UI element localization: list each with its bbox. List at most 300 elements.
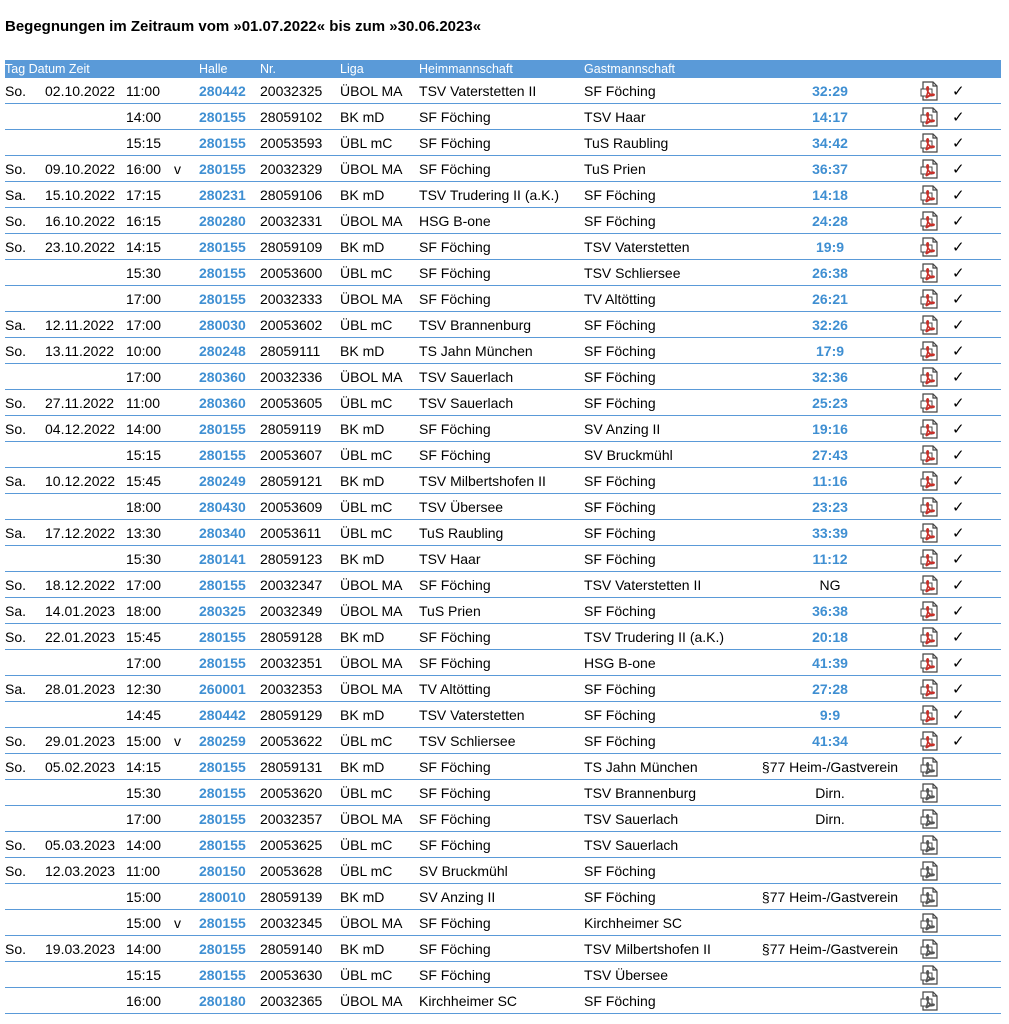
table-row — [5, 520, 1001, 546]
result-link[interactable]: 32:29 — [812, 83, 848, 99]
pdf-report-icon[interactable] — [908, 260, 952, 286]
table-row — [5, 624, 1001, 650]
cell-flag — [174, 104, 199, 130]
cell-liga: ÜBOL MA — [340, 655, 403, 671]
halle-link[interactable]: 280249 — [199, 473, 246, 489]
cell-flag: v — [174, 915, 181, 931]
cell-heimmannschaft: SF Föching — [419, 291, 491, 307]
cell-flag — [174, 858, 199, 884]
cell-nr: 28059131 — [260, 759, 323, 775]
cell-datum: 10.12.2022 — [45, 473, 116, 489]
cell-zeit: 17:00 — [126, 655, 162, 671]
result-text: §77 Heim-/Gastverein — [761, 889, 899, 905]
cell-nr: 28059106 — [260, 187, 323, 203]
halle-link[interactable]: 280155 — [199, 759, 246, 775]
cell-flag — [174, 338, 199, 364]
halle-link[interactable]: 280155 — [199, 161, 246, 177]
halle-link[interactable]: 280325 — [199, 603, 246, 619]
cell-liga: BK mD — [340, 707, 385, 723]
col-tag-datum-zeit: Tag Datum Zeit — [5, 60, 199, 78]
cell-flag — [174, 598, 199, 624]
checkmark-icon — [952, 780, 1001, 806]
cell-nr: 28059139 — [260, 889, 323, 905]
checkmark-icon — [952, 936, 1001, 962]
result-link[interactable]: 33:39 — [812, 525, 848, 541]
pdf-report-icon[interactable] — [908, 286, 952, 312]
cell-gastmannschaft: SF Föching — [584, 395, 656, 411]
cell-zeit: 11:00 — [126, 395, 160, 411]
checkmark-icon — [952, 910, 1001, 936]
halle-link[interactable]: 280010 — [199, 889, 246, 905]
pdf-report-icon[interactable] — [908, 598, 952, 624]
halle-link[interactable]: 280155 — [199, 967, 246, 983]
pdf-report-icon[interactable] — [908, 650, 952, 676]
table-row — [5, 806, 1001, 832]
table-row — [5, 572, 1001, 598]
cell-liga: ÜBL mC — [340, 135, 393, 151]
cell-heimmannschaft: SF Föching — [419, 967, 491, 983]
table-row — [5, 832, 1001, 858]
cell-datum: 29.01.2023 — [45, 733, 116, 749]
halle-link[interactable]: 280442 — [199, 83, 246, 99]
pdf-report-icon[interactable] — [908, 104, 952, 130]
pdf-report-gray-icon[interactable] — [908, 910, 952, 936]
cell-zeit: 17:15 — [126, 187, 162, 203]
table-row — [5, 104, 1001, 130]
checkmark-icon — [952, 858, 1001, 884]
halle-link[interactable]: 280248 — [199, 343, 246, 359]
cell-gastmannschaft: SV Anzing II — [584, 421, 661, 437]
cell-flag — [174, 676, 199, 702]
result-link[interactable]: 32:26 — [812, 317, 848, 333]
cell-nr: 20053625 — [260, 837, 323, 853]
cell-zeit: 17:00 — [126, 811, 162, 827]
cell-tag — [5, 806, 45, 832]
cell-nr: 20053600 — [260, 265, 323, 281]
cell-gastmannschaft: SF Föching — [584, 343, 656, 359]
cell-tag: So. — [5, 421, 27, 437]
pdf-report-icon[interactable] — [908, 312, 952, 338]
halle-link[interactable]: 280442 — [199, 707, 246, 723]
cell-tag: So. — [5, 239, 27, 255]
cell-datum — [45, 962, 126, 988]
pdf-report-gray-icon[interactable] — [908, 962, 952, 988]
cell-liga: ÜBL mC — [340, 395, 393, 411]
result-link[interactable]: 36:38 — [812, 603, 848, 619]
cell-heimmannschaft: TSV Sauerlach — [419, 369, 514, 385]
table-row — [5, 676, 1001, 702]
cell-gastmannschaft: TSV Übersee — [584, 967, 669, 983]
result-link[interactable]: 9:9 — [819, 707, 841, 723]
cell-liga: ÜBL mC — [340, 785, 393, 801]
cell-flag — [174, 442, 199, 468]
pdf-report-icon[interactable] — [908, 416, 952, 442]
cell-heimmannschaft: SF Föching — [419, 837, 491, 853]
cell-nr: 20053630 — [260, 967, 323, 983]
cell-tag: So. — [5, 343, 27, 359]
halle-link[interactable]: 280231 — [199, 187, 246, 203]
col-liga: Liga — [340, 60, 419, 78]
result-link[interactable]: 14:18 — [812, 187, 848, 203]
result-link[interactable]: 41:39 — [812, 655, 848, 671]
checkmark-icon: ✓ — [952, 577, 965, 594]
halle-link[interactable]: 280155 — [199, 447, 246, 463]
cell-zeit: 15:45 — [126, 629, 162, 645]
cell-tag: Sa. — [5, 317, 27, 333]
result-text: §77 Heim-/Gastverein — [761, 759, 899, 775]
cell-zeit: 15:15 — [126, 967, 162, 983]
table-row — [5, 208, 1001, 234]
halle-link[interactable]: 280155 — [199, 135, 246, 151]
cell-gastmannschaft: SF Föching — [584, 993, 656, 1009]
pdf-report-icon[interactable] — [908, 364, 952, 390]
result-link[interactable]: 34:42 — [812, 135, 848, 151]
cell-nr: 20053593 — [260, 135, 323, 151]
halle-link[interactable]: 280155 — [199, 109, 246, 125]
cell-liga: ÜBOL MA — [340, 213, 403, 229]
checkmark-icon: ✓ — [952, 317, 965, 334]
cell-zeit: 14:45 — [126, 707, 162, 723]
table-row — [5, 988, 1001, 1014]
checkmark-icon: ✓ — [952, 369, 965, 386]
cell-gastmannschaft: TSV Sauerlach — [584, 811, 679, 827]
cell-heimmannschaft: TSV Brannenburg — [419, 317, 532, 333]
cell-gastmannschaft: TSV Brannenburg — [584, 785, 697, 801]
cell-datum — [45, 260, 126, 286]
cell-flag — [174, 962, 199, 988]
table-row — [5, 780, 1001, 806]
cell-datum — [45, 494, 126, 520]
cell-zeit: 15:30 — [126, 265, 162, 281]
cell-zeit: 15:00 — [126, 733, 162, 749]
cell-nr: 20053609 — [260, 499, 323, 515]
cell-liga: ÜBOL MA — [340, 811, 403, 827]
halle-link[interactable]: 280155 — [199, 811, 246, 827]
result-link[interactable]: 23:23 — [812, 499, 848, 515]
cell-heimmannschaft: SF Föching — [419, 629, 491, 645]
cell-nr: 20032353 — [260, 681, 323, 697]
cell-flag — [174, 416, 199, 442]
cell-liga: ÜBOL MA — [340, 915, 403, 931]
table-header — [5, 60, 1001, 78]
cell-liga: BK mD — [340, 343, 385, 359]
cell-tag — [5, 104, 45, 130]
halle-link[interactable]: 280030 — [199, 317, 246, 333]
cell-nr: 20032345 — [260, 915, 323, 931]
cell-zeit: 15:00 — [126, 889, 162, 905]
result-link[interactable]: 11:12 — [812, 551, 848, 567]
cell-datum: 04.12.2022 — [45, 421, 116, 437]
checkmark-icon: ✓ — [952, 213, 965, 230]
pdf-report-icon[interactable] — [908, 208, 952, 234]
cell-tag — [5, 988, 45, 1014]
col-nr: Nr. — [260, 60, 340, 78]
cell-zeit: 15:00 — [126, 915, 162, 931]
cell-nr: 20032329 — [260, 161, 323, 177]
cell-zeit: 17:00 — [126, 317, 162, 333]
halle-link[interactable]: 280340 — [199, 525, 246, 541]
cell-flag — [174, 988, 199, 1014]
pdf-report-gray-icon[interactable] — [908, 832, 952, 858]
checkmark-icon: ✓ — [952, 681, 965, 698]
pdf-report-gray-icon[interactable] — [908, 936, 952, 962]
table-row — [5, 962, 1001, 988]
cell-zeit: 17:00 — [126, 369, 162, 385]
result-link[interactable]: 27:28 — [812, 681, 848, 697]
cell-nr: 28059140 — [260, 941, 323, 957]
cell-datum — [45, 910, 126, 936]
result-link[interactable]: 36:37 — [812, 161, 848, 177]
cell-tag: So. — [5, 577, 27, 593]
result-link[interactable]: 27:43 — [812, 447, 848, 463]
pdf-report-gray-icon[interactable] — [908, 884, 952, 910]
result-link[interactable]: 19:9 — [816, 239, 845, 255]
result-link[interactable]: 32:36 — [812, 369, 848, 385]
cell-flag — [174, 364, 199, 390]
table-row — [5, 390, 1001, 416]
checkmark-icon: ✓ — [952, 473, 965, 490]
cell-nr: 20032333 — [260, 291, 323, 307]
table-row — [5, 468, 1001, 494]
checkmark-icon: ✓ — [952, 187, 965, 204]
cell-tag: So. — [5, 759, 27, 775]
halle-link[interactable]: 280155 — [199, 837, 246, 853]
halle-link[interactable]: 280155 — [199, 655, 246, 671]
cell-datum: 16.10.2022 — [45, 213, 116, 229]
cell-tag — [5, 546, 45, 572]
result-link[interactable]: 11:16 — [812, 473, 848, 489]
cell-liga: BK mD — [340, 473, 385, 489]
pdf-report-icon[interactable] — [908, 182, 952, 208]
cell-zeit: 14:15 — [126, 239, 162, 255]
cell-tag: So. — [5, 161, 27, 177]
pdf-report-icon[interactable] — [908, 676, 952, 702]
cell-liga: ÜBL mC — [340, 863, 393, 879]
halle-link[interactable]: 280141 — [199, 551, 246, 567]
halle-link[interactable]: 280150 — [199, 863, 246, 879]
halle-link[interactable]: 280155 — [199, 421, 246, 437]
pdf-report-gray-icon[interactable] — [908, 858, 952, 884]
cell-zeit: 10:00 — [126, 343, 162, 359]
cell-liga: BK mD — [340, 239, 385, 255]
halle-link[interactable]: 280155 — [199, 629, 246, 645]
cell-nr: 28059123 — [260, 551, 323, 567]
cell-zeit: 16:00 — [126, 161, 162, 177]
cell-datum — [45, 104, 126, 130]
table-row — [5, 286, 1001, 312]
cell-zeit: 14:00 — [126, 837, 162, 853]
checkmark-icon: ✓ — [952, 265, 965, 282]
cell-gastmannschaft: TuS Raubling — [584, 135, 669, 151]
cell-liga: ÜBL mC — [340, 837, 393, 853]
pdf-report-gray-icon[interactable] — [908, 988, 952, 1014]
cell-gastmannschaft: SF Föching — [584, 473, 656, 489]
pdf-report-gray-icon[interactable] — [908, 806, 952, 832]
table-row — [5, 598, 1001, 624]
halle-link[interactable]: 280360 — [199, 395, 246, 411]
cell-heimmannschaft: TSV Sauerlach — [419, 395, 514, 411]
cell-nr: 28059121 — [260, 473, 323, 489]
halle-link[interactable]: 280360 — [199, 369, 246, 385]
cell-flag — [174, 806, 199, 832]
table-row — [5, 858, 1001, 884]
pdf-report-icon[interactable] — [908, 572, 952, 598]
halle-link[interactable]: 260001 — [199, 681, 246, 697]
cell-datum: 18.12.2022 — [45, 577, 116, 593]
col-heimmannschaft: Heimmannschaft — [419, 60, 584, 78]
cell-nr: 20032347 — [260, 577, 323, 593]
pdf-report-icon[interactable] — [908, 728, 952, 754]
result-link[interactable]: 20:18 — [812, 629, 848, 645]
halle-link[interactable]: 280259 — [199, 733, 246, 749]
table-row — [5, 130, 1001, 156]
cell-heimmannschaft: TuS Prien — [419, 603, 481, 619]
halle-link[interactable]: 280155 — [199, 291, 246, 307]
cell-liga: ÜBOL MA — [340, 291, 403, 307]
cell-flag — [174, 312, 199, 338]
cell-datum — [45, 364, 126, 390]
pdf-report-gray-icon[interactable] — [908, 754, 952, 780]
result-link[interactable]: 41:34 — [812, 733, 848, 749]
cell-zeit: 18:00 — [126, 499, 162, 515]
cell-nr: 20032336 — [260, 369, 323, 385]
cell-gastmannschaft: SV Bruckmühl — [584, 447, 673, 463]
cell-tag — [5, 650, 45, 676]
cell-datum: 09.10.2022 — [45, 161, 116, 177]
cell-tag: Sa. — [5, 187, 27, 203]
checkmark-icon: ✓ — [952, 551, 965, 568]
schedule-table — [5, 60, 1001, 1014]
cell-flag — [174, 78, 199, 104]
cell-gastmannschaft: SF Föching — [584, 499, 656, 515]
pdf-report-icon[interactable] — [908, 156, 952, 182]
pdf-report-gray-icon[interactable] — [908, 780, 952, 806]
halle-link[interactable]: 280155 — [199, 239, 246, 255]
col-report — [908, 60, 952, 78]
checkmark-icon: ✓ — [952, 707, 965, 724]
cell-heimmannschaft: SV Anzing II — [419, 889, 496, 905]
pdf-report-icon[interactable] — [908, 468, 952, 494]
cell-tag: So. — [5, 863, 27, 879]
pdf-report-icon[interactable] — [908, 78, 952, 104]
result-link[interactable]: 17:9 — [816, 343, 845, 359]
result-link[interactable]: 26:21 — [812, 291, 848, 307]
pdf-report-icon[interactable] — [908, 442, 952, 468]
cell-datum — [45, 650, 126, 676]
cell-heimmannschaft: TSV Trudering II (a.K.) — [419, 187, 560, 203]
result-link[interactable]: 26:38 — [812, 265, 848, 281]
cell-liga: ÜBOL MA — [340, 161, 403, 177]
cell-gastmannschaft: SF Föching — [584, 525, 656, 541]
table-row — [5, 260, 1001, 286]
halle-link[interactable]: 280155 — [199, 915, 246, 931]
pdf-report-icon[interactable] — [908, 546, 952, 572]
cell-liga: ÜBL mC — [340, 499, 393, 515]
pdf-report-icon[interactable] — [908, 234, 952, 260]
halle-link[interactable]: 280280 — [199, 213, 246, 229]
checkmark-icon: ✓ — [952, 603, 965, 620]
checkmark-icon: ✓ — [952, 135, 965, 152]
cell-nr: 20053620 — [260, 785, 323, 801]
table-row — [5, 910, 1001, 936]
halle-link[interactable]: 280430 — [199, 499, 246, 515]
cell-heimmannschaft: SF Föching — [419, 655, 491, 671]
halle-link[interactable]: 280180 — [199, 993, 246, 1009]
pdf-report-icon[interactable] — [908, 494, 952, 520]
cell-zeit: 14:00 — [126, 941, 162, 957]
cell-zeit: 16:15 — [126, 213, 162, 229]
cell-flag — [174, 390, 199, 416]
cell-heimmannschaft: SF Föching — [419, 577, 491, 593]
halle-link[interactable]: 280155 — [199, 941, 246, 957]
pdf-report-icon[interactable] — [908, 338, 952, 364]
cell-datum: 14.01.2023 — [45, 603, 116, 619]
cell-liga: BK mD — [340, 187, 385, 203]
result-link[interactable]: 19:16 — [812, 421, 848, 437]
checkmark-icon: ✓ — [952, 343, 965, 360]
cell-gastmannschaft: SF Föching — [584, 681, 656, 697]
cell-zeit: 15:30 — [126, 551, 162, 567]
pdf-report-icon[interactable] — [908, 624, 952, 650]
halle-link[interactable]: 280155 — [199, 577, 246, 593]
checkmark-icon — [952, 754, 1001, 780]
cell-liga: BK mD — [340, 941, 385, 957]
table-row — [5, 182, 1001, 208]
cell-datum — [45, 780, 126, 806]
cell-liga: BK mD — [340, 629, 385, 645]
cell-gastmannschaft: TSV Schliersee — [584, 265, 681, 281]
result-link[interactable]: 25:23 — [812, 395, 848, 411]
checkmark-icon: ✓ — [952, 499, 965, 516]
cell-nr: 20032357 — [260, 811, 323, 827]
pdf-report-icon[interactable] — [908, 390, 952, 416]
cell-nr: 20032331 — [260, 213, 323, 229]
checkmark-icon: ✓ — [952, 161, 965, 178]
checkmark-icon: ✓ — [952, 525, 965, 542]
pdf-report-icon[interactable] — [908, 520, 952, 546]
pdf-report-icon[interactable] — [908, 702, 952, 728]
cell-tag — [5, 780, 45, 806]
cell-tag — [5, 442, 45, 468]
cell-nr: 20032325 — [260, 83, 323, 99]
cell-flag — [174, 624, 199, 650]
cell-flag — [174, 494, 199, 520]
cell-heimmannschaft: Kirchheimer SC — [419, 993, 518, 1009]
cell-tag: So. — [5, 837, 27, 853]
col-halle: Halle — [199, 60, 260, 78]
cell-heimmannschaft: TuS Raubling — [419, 525, 504, 541]
cell-heimmannschaft: SF Föching — [419, 239, 491, 255]
halle-link[interactable]: 280155 — [199, 265, 246, 281]
pdf-report-icon[interactable] — [908, 130, 952, 156]
cell-gastmannschaft: TSV Vaterstetten — [584, 239, 690, 255]
result-link[interactable]: 14:17 — [812, 109, 848, 125]
cell-zeit: 15:30 — [126, 785, 162, 801]
cell-zeit: 15:45 — [126, 473, 162, 489]
cell-nr: 28059102 — [260, 109, 323, 125]
cell-tag: So. — [5, 83, 27, 99]
cell-flag — [174, 754, 199, 780]
cell-flag — [174, 286, 199, 312]
cell-tag: So. — [5, 733, 27, 749]
halle-link[interactable]: 280155 — [199, 785, 246, 801]
cell-liga: ÜBL mC — [340, 447, 393, 463]
cell-flag — [174, 234, 199, 260]
cell-datum: 05.03.2023 — [45, 837, 116, 853]
result-link[interactable]: 24:28 — [812, 213, 848, 229]
cell-flag — [174, 780, 199, 806]
cell-datum: 27.11.2022 — [45, 395, 115, 411]
